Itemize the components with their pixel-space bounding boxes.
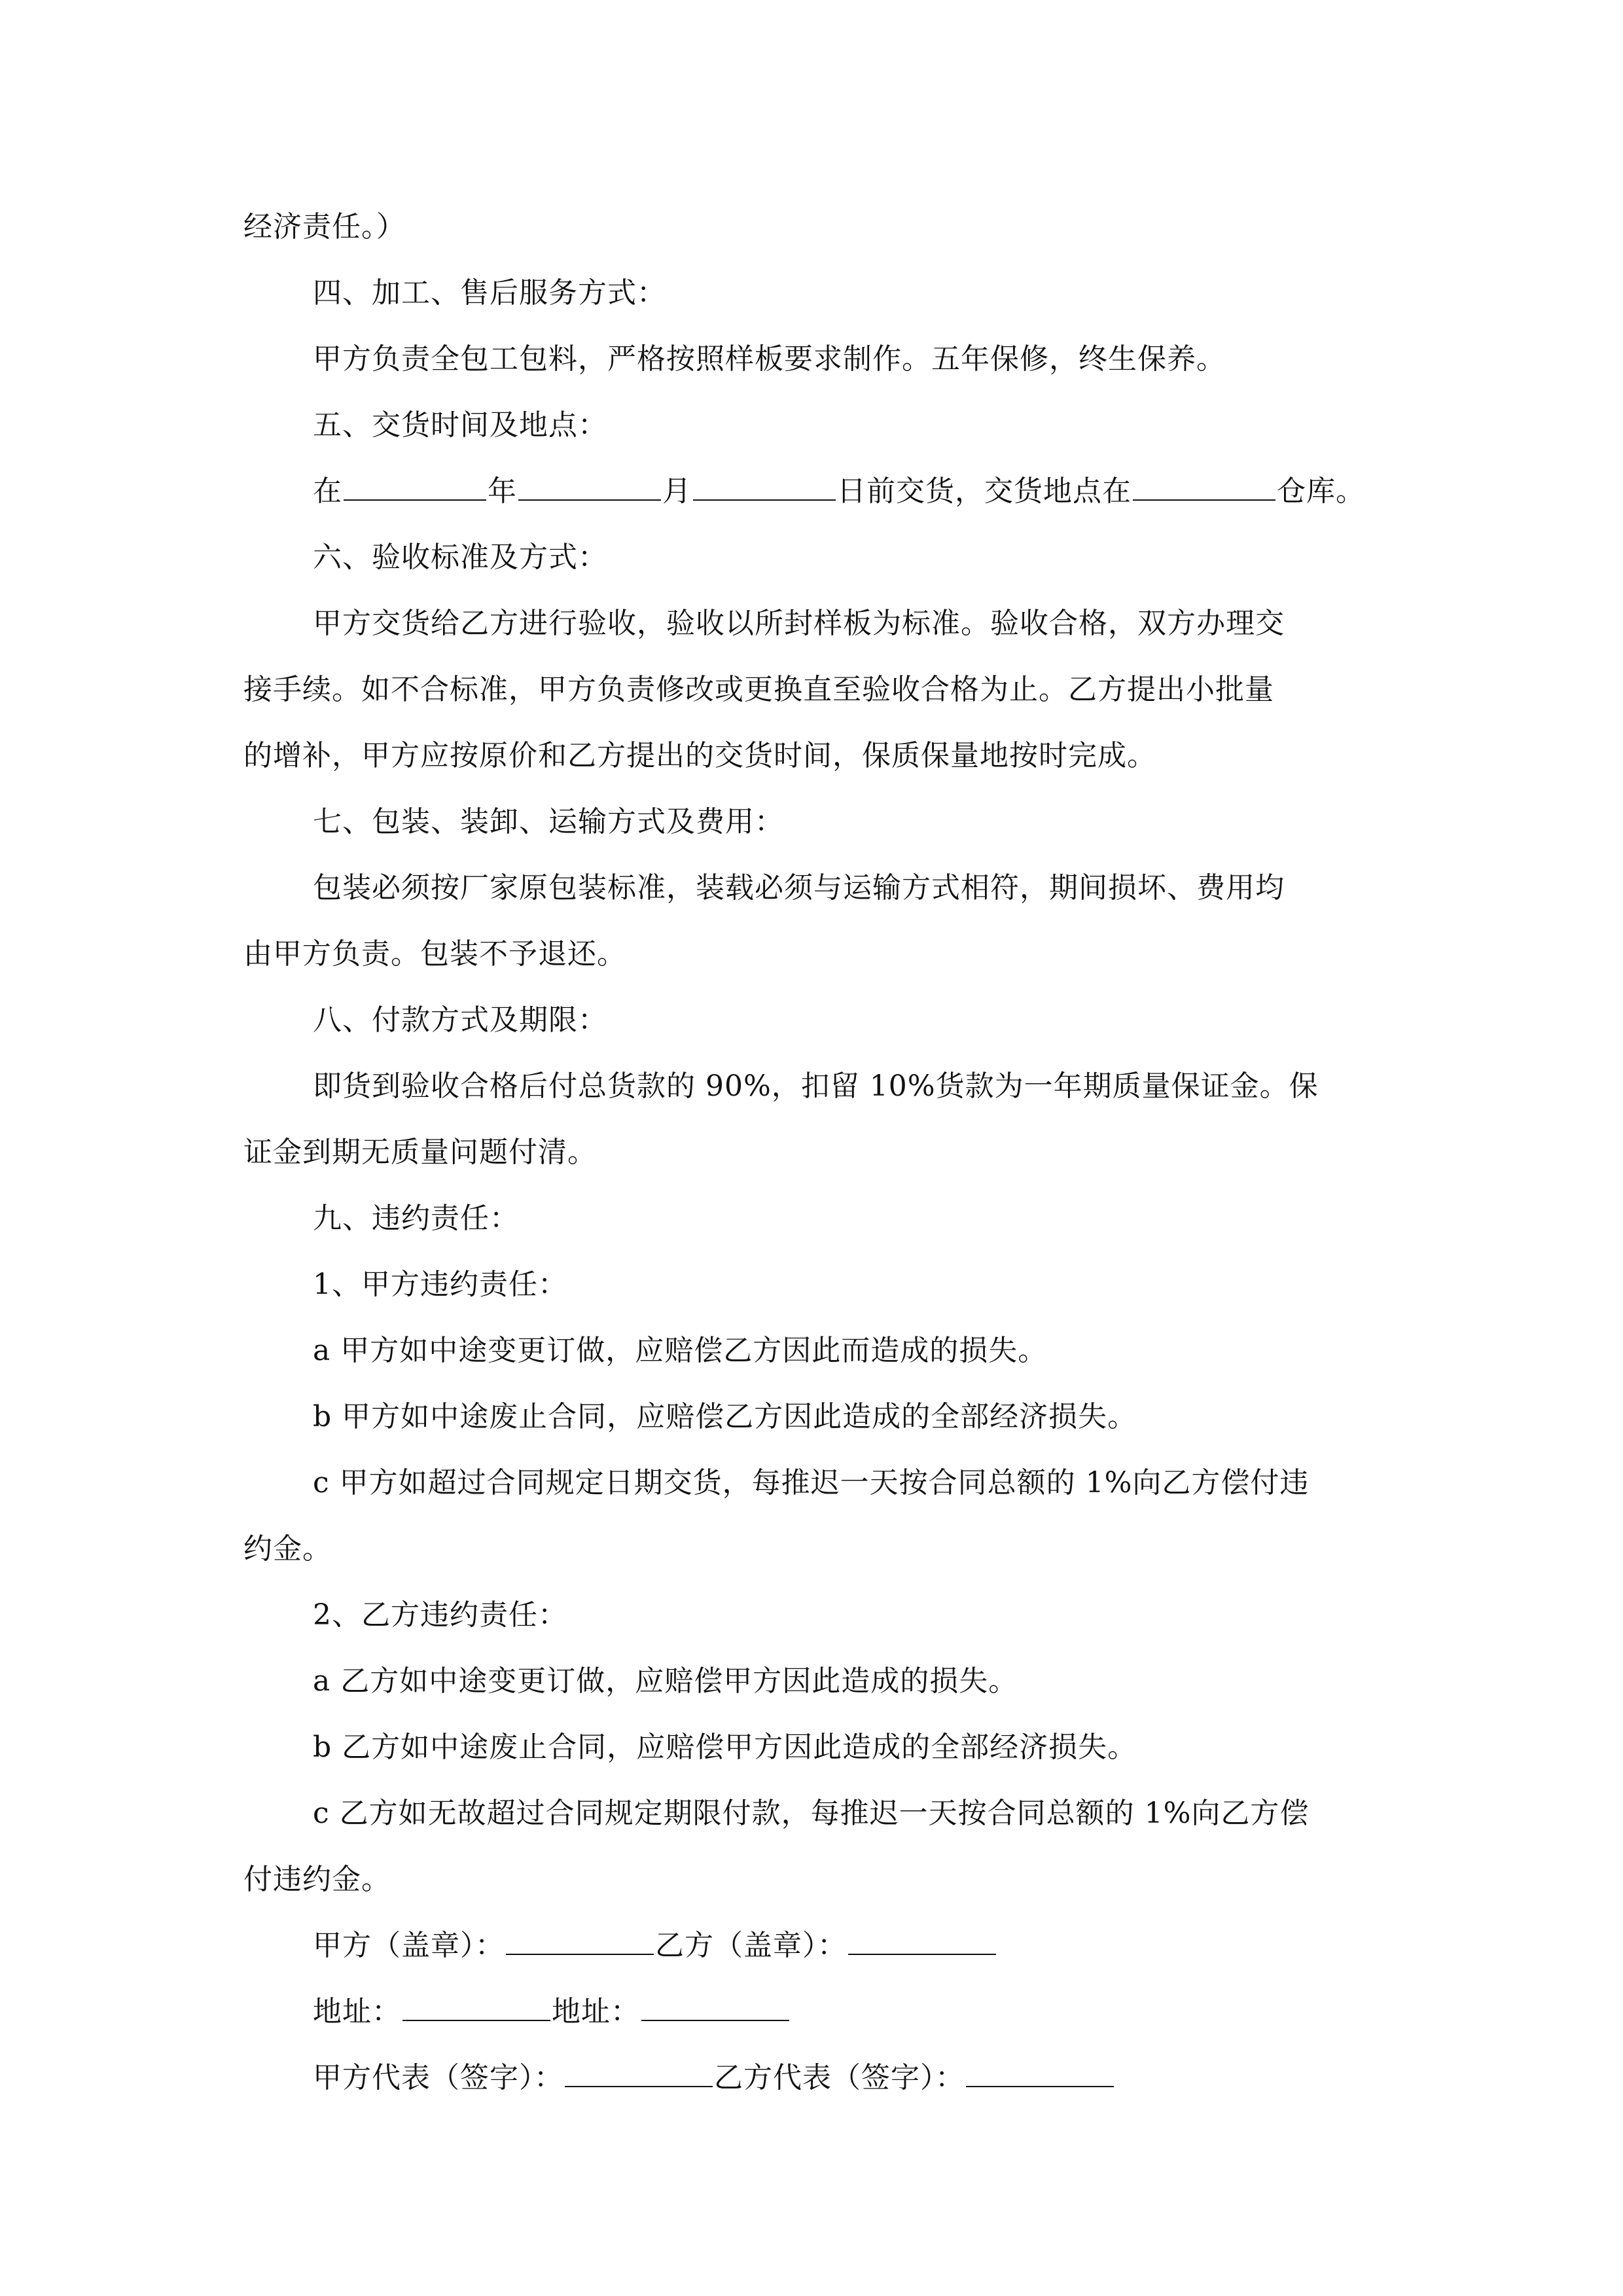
party-a-seal-blank[interactable] bbox=[506, 1925, 654, 1955]
text-line: a 甲方如中途变更订做，应赔偿乙方因此而造成的损失。 bbox=[313, 1334, 1048, 1367]
text-line: 接手续。如不合标准，甲方负责修改或更换直至验收合格为止。乙方提出小批量 bbox=[243, 673, 1274, 706]
delivery-line bbox=[243, 458, 1382, 524]
section-heading-payment: 八、付款方式及期限： bbox=[313, 1003, 607, 1037]
text-line: b 甲方如中途废止合同，应赔偿乙方因此造成的全部经济损失。 bbox=[313, 1400, 1137, 1433]
subheading-party-b-breach: 2、乙方违约责任： bbox=[313, 1598, 567, 1632]
subheading-party-a-breach: 1、甲方违约责任： bbox=[313, 1268, 567, 1301]
text-line: 约金。 bbox=[243, 1532, 332, 1566]
signature-address-line bbox=[243, 1979, 1382, 2045]
signature-seal-line bbox=[243, 1912, 1382, 1979]
delivery-month-label: 月 bbox=[662, 475, 692, 508]
text-line: 经济责任。） bbox=[243, 210, 406, 243]
contract-body bbox=[243, 194, 1382, 2111]
party-a-representative-blank[interactable] bbox=[565, 2057, 713, 2087]
text-line: 甲方负责全包工包料，严格按照样板要求制作。五年保修，终生保养。 bbox=[313, 342, 1226, 376]
text-line: 由甲方负责。包装不予退还。 bbox=[243, 937, 626, 971]
text-line: 证金到期无质量问题付清。 bbox=[243, 1136, 597, 1169]
party-a-address-label: 地址： bbox=[313, 1995, 401, 2028]
text-line: 包装必须按厂家原包装标准，装载必须与运输方式相符，期间损坏、费用均 bbox=[313, 871, 1285, 905]
text-line: c 乙方如无故超过合同规定期限付款，每推迟一天按合同总额的 1%向乙方偿 bbox=[313, 1797, 1310, 1830]
delivery-warehouse-label: 仓库。 bbox=[1277, 475, 1365, 508]
party-b-address-label: 地址： bbox=[552, 1995, 640, 2028]
text-line: c 甲方如超过合同规定日期交货，每推迟一天按合同总额的 1%向乙方偿付违 bbox=[313, 1466, 1310, 1499]
delivery-day-blank[interactable] bbox=[693, 471, 836, 501]
party-b-representative-blank[interactable] bbox=[966, 2057, 1114, 2087]
delivery-month-blank[interactable] bbox=[518, 471, 661, 501]
party-a-representative-label: 甲方代表（签字）： bbox=[313, 2061, 563, 2094]
party-b-representative-label: 乙方代表（签字）： bbox=[714, 2061, 965, 2094]
text-line: 即货到验收合格后付总货款的 90%，扣留 10%货款为一年期质量保证金。保 bbox=[313, 1069, 1319, 1103]
signature-representative-line bbox=[243, 2045, 1382, 2111]
party-a-seal-label: 甲方（盖章）： bbox=[313, 1929, 505, 1962]
section-heading-processing: 四、加工、售后服务方式： bbox=[313, 276, 666, 310]
delivery-location-blank[interactable] bbox=[1133, 471, 1275, 501]
text-line: 付违约金。 bbox=[243, 1863, 391, 1896]
delivery-day-text: 日前交货，交货地点在 bbox=[837, 475, 1132, 508]
delivery-year-label: 年 bbox=[488, 475, 517, 508]
section-heading-packaging: 七、包装、装卸、运输方式及费用： bbox=[313, 805, 784, 838]
text-line: 甲方交货给乙方进行验收，验收以所封样板为标准。验收合格，双方办理交 bbox=[313, 607, 1285, 640]
party-b-seal-blank[interactable] bbox=[848, 1925, 996, 1955]
party-a-address-blank[interactable] bbox=[402, 1991, 550, 2021]
section-heading-acceptance: 六、验收标准及方式： bbox=[313, 541, 607, 574]
text-line: b 乙方如中途废止合同，应赔偿甲方因此造成的全部经济损失。 bbox=[313, 1731, 1137, 1764]
party-b-seal-label: 乙方（盖章）： bbox=[655, 1929, 847, 1962]
text-line: 的增补，甲方应按原价和乙方提出的交货时间，保质保量地按时完成。 bbox=[243, 739, 1156, 772]
text-line: a 乙方如中途变更订做，应赔偿甲方因此造成的损失。 bbox=[313, 1664, 1018, 1698]
delivery-year-blank[interactable] bbox=[344, 471, 486, 501]
party-b-address-blank[interactable] bbox=[641, 1991, 789, 2021]
delivery-prefix: 在 bbox=[313, 475, 342, 508]
section-heading-delivery: 五、交货时间及地点： bbox=[313, 408, 607, 442]
section-heading-breach: 九、违约责任： bbox=[313, 1202, 519, 1235]
